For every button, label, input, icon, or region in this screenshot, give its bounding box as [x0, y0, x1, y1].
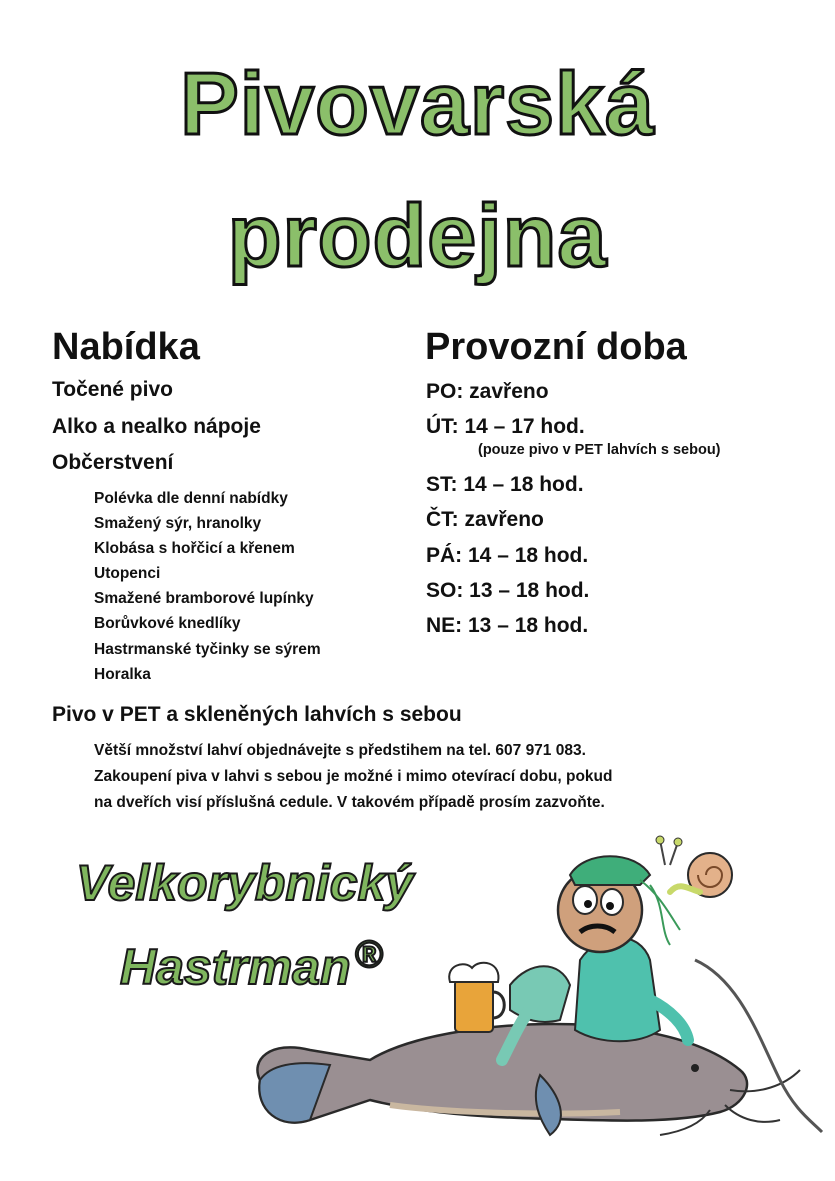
offer-item: Točené pivo — [52, 378, 173, 401]
snack-item: Hastrmanské tyčinky se sýrem — [94, 640, 321, 658]
pet-line: na dveřích visí příslušná cedule. V takovém případě prosím zazvoňte. — [94, 794, 605, 811]
pet-line: Větší množství lahví objednávejte s předstihem na tel. 607 971 083. — [94, 742, 586, 759]
catfish-icon — [257, 1024, 800, 1135]
snack-item: Borůvkové knedlíky — [94, 615, 241, 633]
brand-line-1: Velkorybnický — [76, 855, 414, 911]
snack-item: Horalka — [94, 665, 151, 683]
hours-heading: Provozní doba — [425, 326, 687, 368]
snack-item: Utopenci — [94, 565, 161, 583]
hours-list — [426, 378, 721, 647]
hours-sunday: NE: 13 – 18 hod. — [426, 613, 589, 637]
offer-item: Občerstvení — [52, 451, 174, 474]
snack-item: Polévka dle denní nabídky — [94, 490, 288, 507]
snack-list — [94, 488, 321, 689]
hours-friday: PÁ: 14 – 18 hod. — [426, 543, 589, 567]
offer-heading: Nabídka — [52, 326, 200, 368]
registered-mark: ® — [354, 934, 383, 976]
hours-tuesday: ÚT: 14 – 17 hod. (pouze pivo v PET lahvích s sebou) — [426, 415, 721, 459]
snack-item: Smažený sýr, hranolky — [94, 515, 262, 533]
pet-text — [94, 738, 613, 816]
snack-item: Smažené bramborové lupínky — [94, 590, 314, 608]
title-line-2: prodejna — [227, 186, 608, 285]
hours-thursday: ČT: zavřeno — [426, 508, 544, 532]
hours-tuesday-note: (pouze pivo v PET lahvích s sebou) — [478, 442, 721, 459]
hours-saturday: SO: 13 – 18 hod. — [426, 578, 590, 602]
hours-monday: PO: zavřeno — [426, 380, 549, 403]
title-line-1: Pivovarská — [180, 54, 655, 153]
hours-wednesday: ST: 14 – 18 hod. — [426, 473, 584, 497]
beer-mug-icon — [449, 963, 504, 1032]
offer-list — [52, 376, 261, 486]
snack-item: Klobása s hořčicí a křenem — [94, 540, 295, 558]
pet-heading: Pivo v PET a skleněných lahvích s sebou — [52, 703, 462, 726]
hastrman-catfish-illustration — [240, 820, 830, 1140]
brand-line-2: Hastrman ® — [120, 934, 383, 995]
offer-item: Alko a nealko nápoje — [52, 414, 261, 438]
snail-icon — [656, 836, 732, 897]
pet-line: Zakoupení piva v lahvi s sebou je možné i mimo otevírací dobu, pokud — [94, 768, 613, 785]
